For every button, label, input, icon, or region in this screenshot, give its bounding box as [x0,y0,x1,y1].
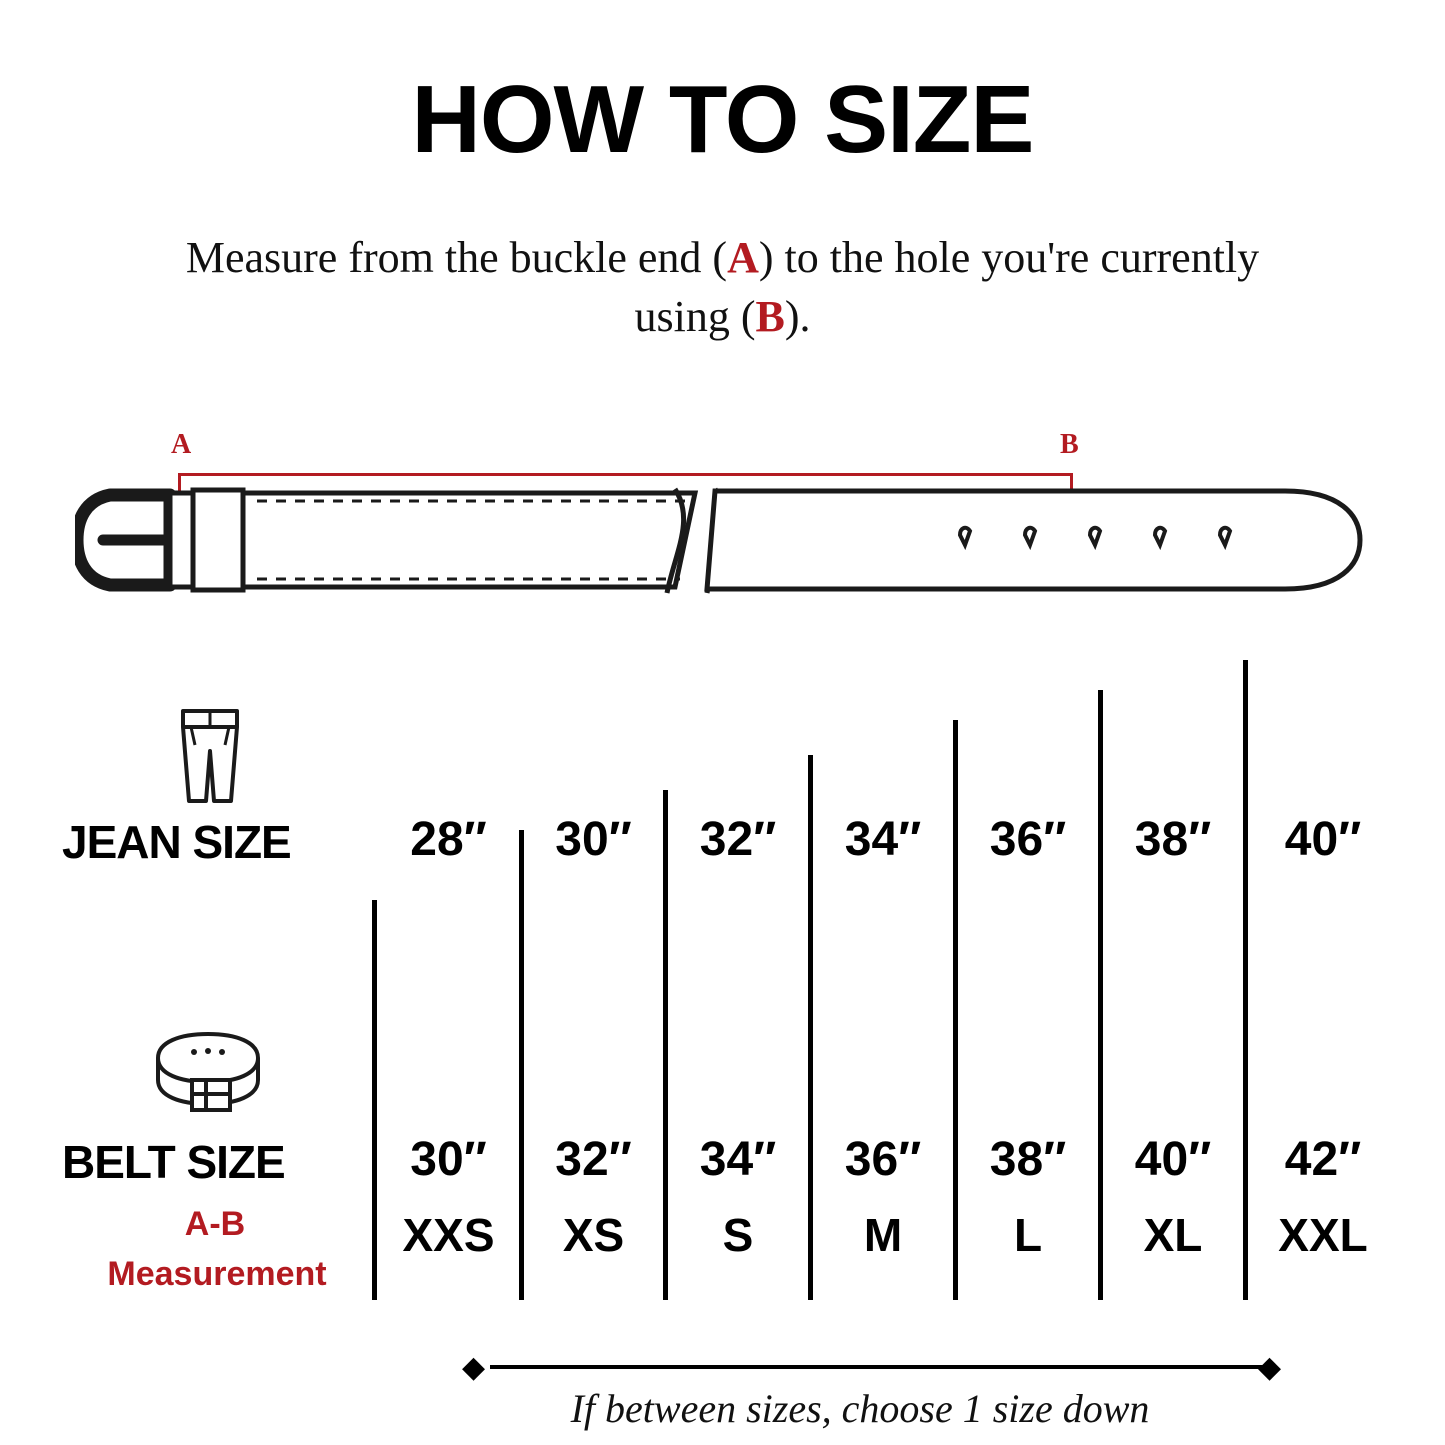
footer-arrow-left-icon: ◆ [462,1351,486,1384]
size-name-cell: S [722,1209,754,1261]
jean-size-cell: 30″ [555,813,632,866]
pants-icon [165,705,255,805]
column-divider [372,900,377,1300]
belt-size-cell: 32″ [555,1133,632,1186]
size-name-cell: XL [1143,1209,1203,1261]
jean-size-cell: 32″ [699,813,777,866]
size-name-cell: M [863,1209,903,1261]
subtitle-text-3: ). [784,292,811,342]
page-subtitle [150,228,1295,347]
column-divider [1243,660,1248,1300]
row-label-belt-size: BELT SIZE [62,1136,285,1188]
row-label-ab: A-B [184,1205,246,1243]
row-label-jean-size: JEAN SIZE [62,816,291,868]
belt-diagram [75,415,1375,630]
jean-size-cell: 40″ [1284,813,1362,866]
jean-size-cell: 36″ [989,813,1067,866]
belt-size-cell: 34″ [699,1133,777,1186]
size-name-cell: XS [562,1209,625,1261]
subtitle-text-1: Measure from the buckle end ( [185,233,728,282]
belt-size-cell: 36″ [844,1133,922,1186]
subtitle-marker-a: A [727,233,759,282]
footer-arrow-right-icon: ◆ [1258,1351,1282,1384]
page-title: HOW TO SIZE [411,66,1034,173]
belt-size-cell: 42″ [1284,1133,1362,1186]
jean-size-cell: 28″ [410,813,487,866]
jean-size-cell: 34″ [844,813,922,866]
size-name-cell: XXL [1278,1209,1368,1261]
size-name-cell: XXS [402,1209,495,1261]
subtitle-text-2: ) to the hole you're currently using ( [634,233,1260,342]
row-label-measurement: Measurement [107,1255,327,1293]
diagram-label-b: B [1060,429,1079,460]
jean-size-cell: 38″ [1134,813,1212,866]
belt-size-cell: 30″ [410,1133,487,1186]
belt-size-cell: 40″ [1134,1133,1212,1186]
belt-icon [148,1030,268,1115]
subtitle-marker-b: B [755,292,785,342]
belt-illustration-icon [75,475,1375,625]
footer-note: If between sizes, choose 1 size down [570,1386,1150,1431]
diagram-label-a: A [171,429,192,460]
size-name-cell: L [1013,1209,1043,1261]
footer-range-line [490,1365,1265,1369]
belt-size-cell: 38″ [989,1133,1067,1186]
